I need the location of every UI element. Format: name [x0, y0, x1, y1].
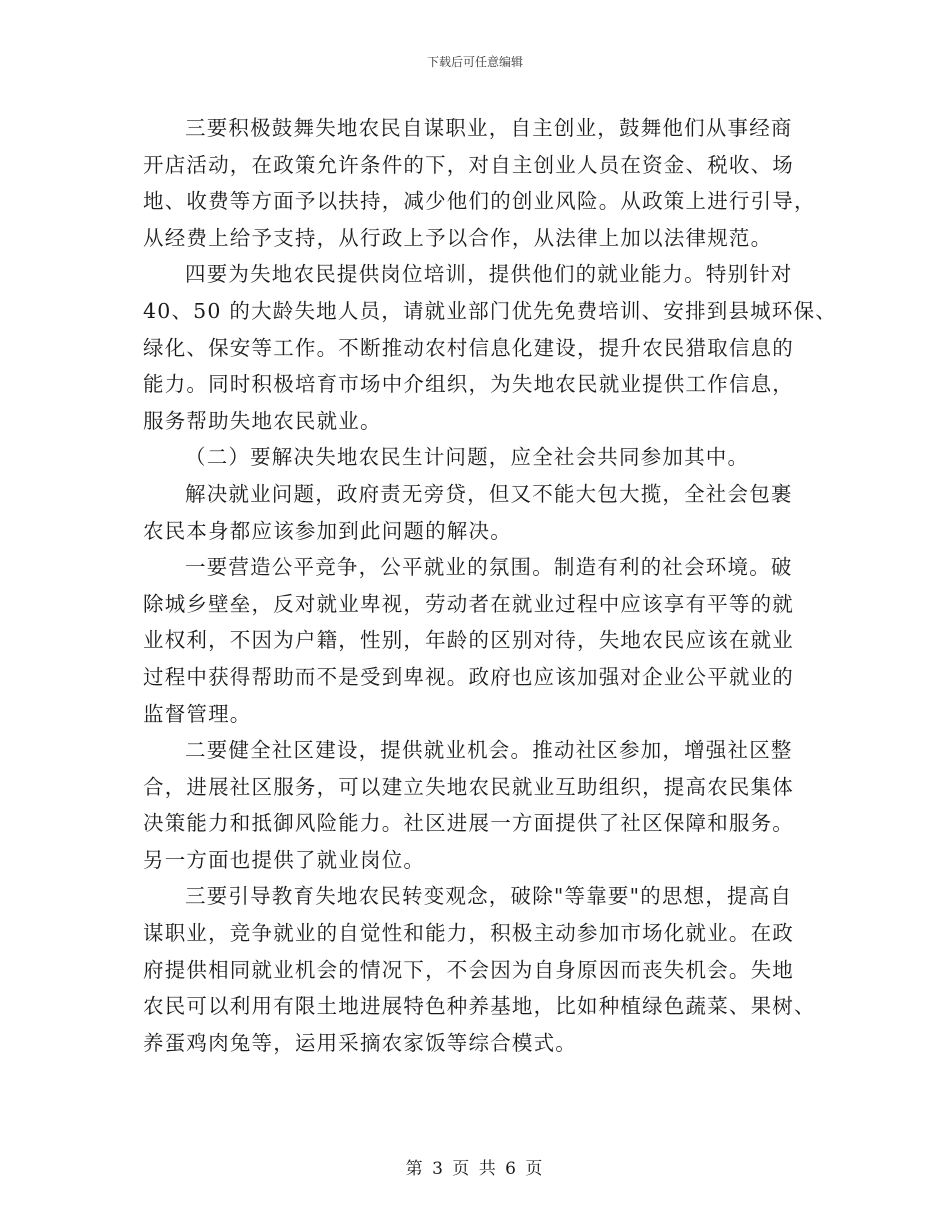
text-line: 三要积极鼓舞失地农民自谋职业，自主创业，鼓舞他们从事经商 [185, 116, 793, 140]
text-line: 开店活动，在政策允许条件的下，对自主创业人员在资金、税收、场 [143, 152, 794, 177]
page-header: 下载后可任意编辑 [426, 55, 523, 69]
text-line: 四要为失地农民提供岗位培训，提供他们的就业能力。特别针对 [185, 262, 793, 287]
document-body [143, 110, 837, 1061]
text-line: 从经费上给予支持，从行政上予以合作，从法律上加以法律规范。 [143, 225, 773, 250]
text-line: 合，进展社区服务，可以建立失地农民就业互助组织，提高农民集体 [143, 774, 794, 799]
text-line: 另一方面也提供了就业岗位。 [143, 847, 426, 872]
text-line: 二要健全社区建设，提供就业机会。推动社区参加，增强社区整 [185, 738, 793, 763]
text-line: 除城乡壁垒，反对就业卑视，劳动者在就业过程中应该享有平等的就 [143, 591, 794, 616]
section-heading [143, 439, 815, 476]
text-line: 过程中获得帮助而不是受到卑视。政府也应该加强对企业公平就业的 [143, 664, 794, 689]
text-line: 解决就业问题，政府责无旁贷，但又不能大包大揽，全社会包裹 [185, 481, 793, 506]
text-line: 谋职业，竞争就业的自觉性和能力，积极主动参加市场化就业。在政 [143, 921, 794, 946]
text-line: 监督管理。 [143, 701, 252, 726]
text-line: （二）要解决失地农民生计问题，应全社会共同参加其中。 [185, 445, 750, 470]
text-line: 服务帮助失地农民就业。 [143, 408, 382, 433]
paragraph [143, 549, 815, 732]
text-line: 农民本身都应该参加到此问题的解决。 [143, 518, 512, 543]
text-line: 业权利，不因为户籍，性别，年龄的区别对待，失地农民应该在就业 [143, 628, 794, 653]
text-line: 三要引导教育失地农民转变观念，破除"等靠要"的思想，提高自 [185, 884, 793, 909]
paragraph [143, 878, 815, 1061]
text-line: 决策能力和抵御风险能力。社区进展一方面提供了社区保障和服务。 [143, 811, 794, 836]
text-line: 一要营造公平竞争，公平就业的氛围。制造有利的社会环境。破 [185, 555, 793, 580]
page-footer: 第 3 页 共 6 页 [405, 1159, 545, 1179]
text-line: 养蛋鸡肉兔等，运用采摘农家饭等综合模式。 [143, 1030, 577, 1055]
paragraph [143, 732, 815, 878]
paragraph [143, 256, 837, 439]
text-line: 绿化、保安等工作。不断推动农村信息化建设，提升农民猎取信息的 [143, 335, 794, 360]
paragraph [143, 110, 815, 256]
paragraph [143, 476, 815, 549]
text-line: 府提供相同就业机会的情况下，不会因为自身原因而丧失机会。失地 [143, 957, 794, 982]
text-line: 地、收费等方面予以扶持，减少他们的创业风险。从政策上进行引导， [143, 189, 816, 214]
text-line: 40、50 的大龄失地人员，请就业部门优先免费培训、安排到县城环保、 [143, 298, 837, 323]
text-line: 农民可以利用有限土地进展特色种养基地，比如种植绿色蔬菜、果树、 [143, 994, 816, 1019]
text-line: 能力。同时积极培育市场中介组织，为失地农民就业提供工作信息， [143, 372, 794, 397]
